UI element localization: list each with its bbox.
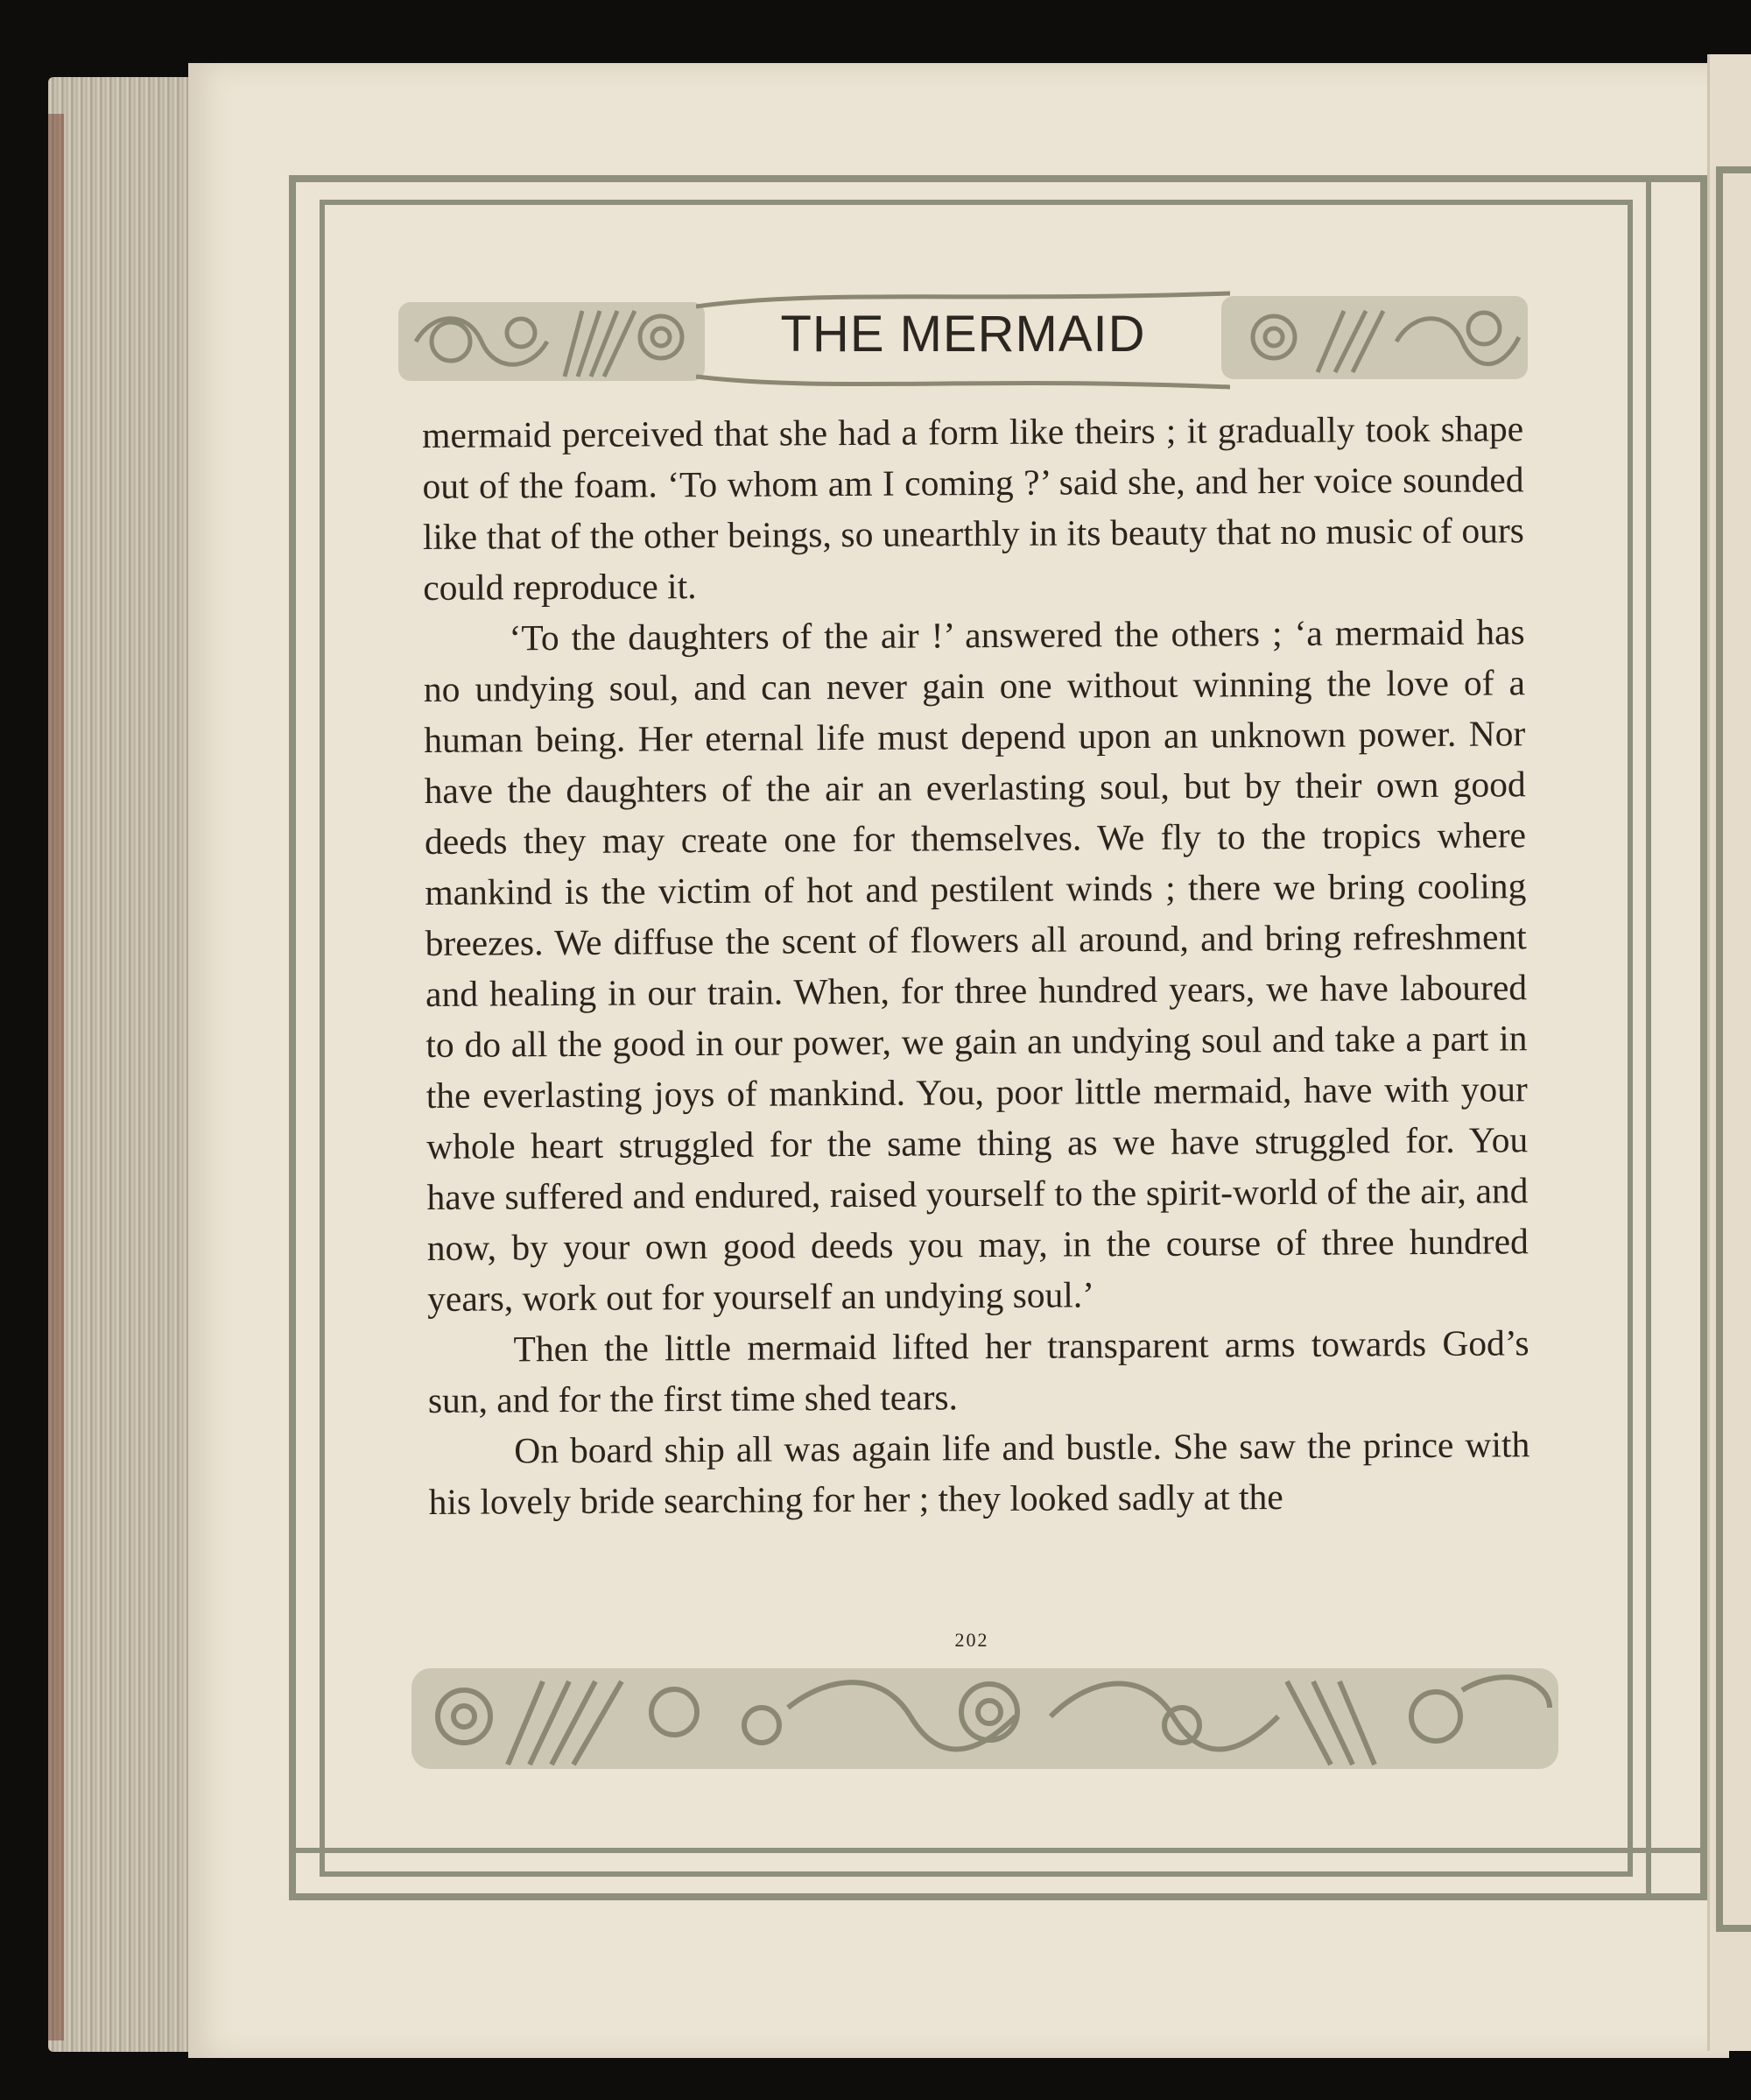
- body-text: [422, 403, 1530, 1527]
- facing-page-border: [1716, 166, 1751, 1932]
- page-number: 202: [954, 1629, 989, 1651]
- binding-edge: [48, 114, 64, 2040]
- floral-ornament-right-icon: [1221, 289, 1528, 394]
- floral-ornament-left-icon: [398, 289, 705, 394]
- page-title: THE MERMAID: [780, 306, 1146, 363]
- paragraph-3: Then the little mermaid lifted her transparent arms towards God’s sun, and for the first time shed tears.: [427, 1322, 1529, 1420]
- page-border-rule-bottom: [289, 1848, 1707, 1853]
- paragraph-2: ‘To the daughters of the air !’ answered the others ; ‘a mermaid has no undying soul, and can never gain one without winning the love of a human being. Her eternal life must depend upon an unknown power. Nor have the daughters of the air an everlasting soul, but by their own good deeds they may create one for themselves. We fly to the tropics where mankind is the victim of hot and pestilent winds ; there we bring cooling breezes. We diffuse the scent of flowers all around, and bring refreshment and healing in our train. When, for three hundred years, we have laboured to do all the good in our power, we gain an undying soul and take a part in the everlasting joys of mankind. You, poor little mermaid, have with your whole heart struggled for the same thing as we have struggled for. You have suffered and endured, raised yourself to the spirit-world of the air, and now, by your own good deeds you may, in the course of three hundred years, work out for yourself an undying soul.’: [423, 611, 1529, 1319]
- page-border-rule-right: [1646, 175, 1651, 1900]
- running-head: [398, 289, 1528, 394]
- paragraph-1: mermaid perceived that she had a form like theirs ; it gradually took shape out of the foam. ‘To whom am I coming ?’ said she, and her voice sounded like that of the other beings, so unearthly in its beauty that no music of ours could reproduce it.: [422, 408, 1525, 608]
- floral-ornament-footer-icon: [411, 1655, 1558, 1778]
- paragraph-4: On board ship all was again life and bustle. She saw the prince with his lovely bride searching for her ; they looked sadly at the: [428, 1424, 1530, 1522]
